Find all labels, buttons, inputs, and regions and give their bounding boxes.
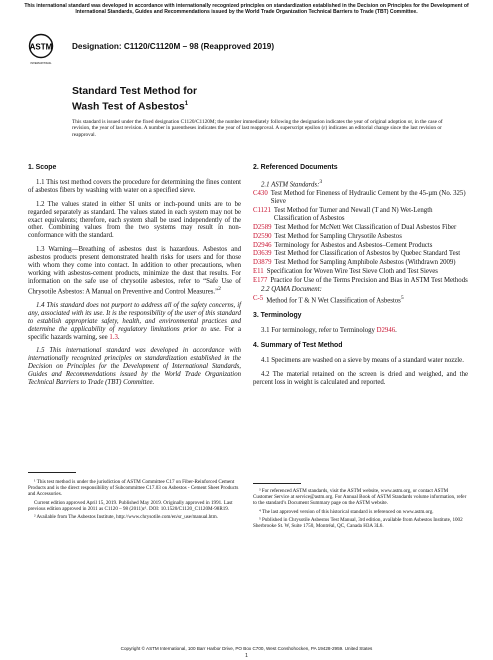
para-4-2: 4.2 The material retained on the screen is dried and weighed, and the percent loss in weight is calculated and reported. [253,370,468,386]
footnotes-left [28,479,241,522]
footnote-rule-left [28,472,76,473]
footnote-5: ⁵ Published in Chrysotile Asbestos Test Manual, 3rd edition, available from Asbestos Institute, 1002 Sherbrooke St. W, Suite 1750, Montréal, QC, Canada H3A 3L6. [253,516,463,530]
footnote-3: ³ For referenced ASTM standards, visit the ASTM website, www.astm.org, or contact ASTM Customer Service at service@astm.org. For Annual Book of ASTM Standards volume information, refer to the standard’s Document Summary page on the ASTM website. [253,488,467,507]
reference-code[interactable]: E177 [253,277,268,285]
title-line-2: Wash Test of Asbestos$^1$ [72,101,189,113]
qama-heading: 2.2 QAMA Document: [261,286,322,294]
referenced-documents-heading: 2. Referenced Documents [253,164,338,171]
copyright-footer: Copyright © ASTM International, 100 Barr Harbor Drive, PO Box C700, West Conshohocken, PA 19428-2959. United States [120,646,373,651]
reference-title: Test Method for Sampling Amphibole Asbestos (Withdrawn 2009) [274,259,456,267]
svg-text:INTERNATIONAL: INTERNATIONAL [30,62,52,65]
reference-title: Specification for Woven Wire Test Sieve Cloth and Test Sieves [266,268,438,276]
summary-heading: 4. Summary of Test Method [253,341,343,349]
reference-item [253,242,468,250]
link-d2946[interactable]: D2946 [376,327,396,335]
link-1-3[interactable]: 1.3 [109,333,118,341]
para-3-1: 3.1 For terminology, refer to Terminology D2946. [261,327,397,335]
title-line-1: Standard Test Method for [72,86,198,97]
para-4-1: 4.1 Specimens are washed on a sieve by means of a standard water nozzle. [261,356,464,364]
reference-item [253,250,468,258]
reference-code[interactable]: C430 [253,190,268,198]
top-notice: This international standard was developed in accordance with internationally recognized principles on standardization established in the Decision on Principles for the Development of International Standards, Guides and Recommendations issued by the World Trade Organization Technical Barriers to Trade (TBT) Committee. [24,3,469,16]
left-column [28,164,241,393]
svg-text:ASTM: ASTM [29,42,53,52]
reference-title: Test Method for Fineness of Hydraulic Cement by the 45-µm (No. 325) Sieve [270,190,466,205]
reference-code[interactable]: D2590 [253,232,272,240]
right-column [253,164,468,393]
para-1-3: 1.3 Warning—Breathing of asbestos dust is hazardous. Asbestos and asbestos products present demonstrated health risks for users and for those with whom they come into contact. In addition to other precautions, when working with asbestos-cement products, minimize the dust that results. For information on the safe use of chrysotile asbestos, refer to “Safe Use of Chrysotile Asbestos: A Manual on Preventive and Control Measures.”$^2$ [28,246,241,296]
reference-code[interactable]: C1121 [253,206,271,214]
para-1-1: 1.1 This test method covers the procedure for determining the fines content of asbestos fibers by washing with water on a specified sieve. [28,178,241,194]
reference-title: Test Method for Classification of Asbestos by Quebec Standard Test [274,250,461,258]
footnote-rule-right [253,483,301,484]
page-number: 1 [245,653,248,659]
para-1-2: 1.2 The values stated in either SI units or inch-pound units are to be regarded separately as standard. The values stated in each system may not be exact equivalents; therefore, each system shall be used independently of the other. Combining values from the two systems may result in non-conformance with the standard. [28,200,241,240]
page-title [72,86,197,114]
para-1-5: 1.5 This international standard was developed in accordance with internationally recognized principles on standardization established in the Decision on Principles for the Development of International Standards, Guides and Recommendations issued by the World Trade Organization Technical Barriers to Trade (TBT) Committee. [28,347,241,387]
reference-code[interactable]: D2589 [253,223,272,231]
footnotes-right [253,488,468,531]
para-1-4: 1.4 This standard does not purport to address all of the safety concerns, if any, associated with its use. It is the responsibility of the user of this standard to establish appropriate safety, health, and environmental practices and determine the applicability of regulatory limitations prior to use. For a specific hazards warning, see 1.3. [28,301,241,341]
reference-code[interactable]: D2946 [253,241,272,249]
reference-list [253,190,468,285]
reference-title: Test Method for Sampling Chrysotile Asbestos [274,232,402,240]
terminology-heading: 3. Terminology [253,312,302,320]
astm-standards-heading: 2.1 ASTM Standards:$^3$ [261,178,323,189]
reference-title: Practice for Use of the Terms Precision and Bias in ASTM Test Methods [270,277,468,285]
reference-title: Test Method for Turner and Newall (T and N) Wet-Length Classification of Asbestos [273,206,433,222]
qama-reference: C-5 Method for T & N Wet Classification of Asbestos$^5$ [253,294,404,305]
reference-item [253,233,468,241]
reference-item [253,259,468,267]
footnote-2: ² Available from The Asbestos Institute, http://www.chrysotile.com/en/sr_use/manual.htm. [34,514,218,521]
reference-code[interactable]: D3879 [253,259,272,267]
reference-title: Test Method for McNett Wet Classification of Dual Asbestos Fiber [274,223,457,231]
reference-item [253,207,468,223]
intro-note: This standard is issued under the fixed designation C1120/C1120M; the number immediately following the designation indicates the year of original adoption or, in the case of revision, the year of last revision. A number in parentheses indicates the year of last reapproval. A superscript epsilon (ε) indicates an editorial change since the last revision or reapproval. [72,119,443,138]
reference-item [253,268,468,276]
footnote-1-edition: Current edition approved April 15, 2019. Published May 2019. Originally approved in 1991. Last previous edition approved in 2011 as C1120 – 98 (2011)ε¹. DOI: 10.1520/C1120_C1120M-98R19. [28,499,233,512]
reference-item [253,224,468,232]
reference-title: Terminology for Asbestos and Asbestos–Cement Products [274,241,433,249]
reference-code[interactable]: D3639 [253,250,272,258]
footnote-1: ¹ This test method is under the jurisdiction of ASTM Committee C17 on Fiber-Reinforced Cement Products and is the direct responsibility of Subcommittee C17.03 on Asbestos - Cement Sheet Products and Accessories. [28,479,239,498]
footnote-4: ⁴ The last approved version of this historical standard is referenced on www.astm.org. [259,508,434,515]
scope-heading: 1. Scope [28,164,57,171]
reference-code[interactable]: C-5 [253,294,264,302]
reference-item [253,277,468,285]
astm-logo-icon [28,33,54,69]
designation: Designation: C1120/C1120M – 98 (Reapproved 2019) [72,42,275,51]
reference-item [253,190,468,206]
reference-code[interactable]: E11 [253,268,264,276]
